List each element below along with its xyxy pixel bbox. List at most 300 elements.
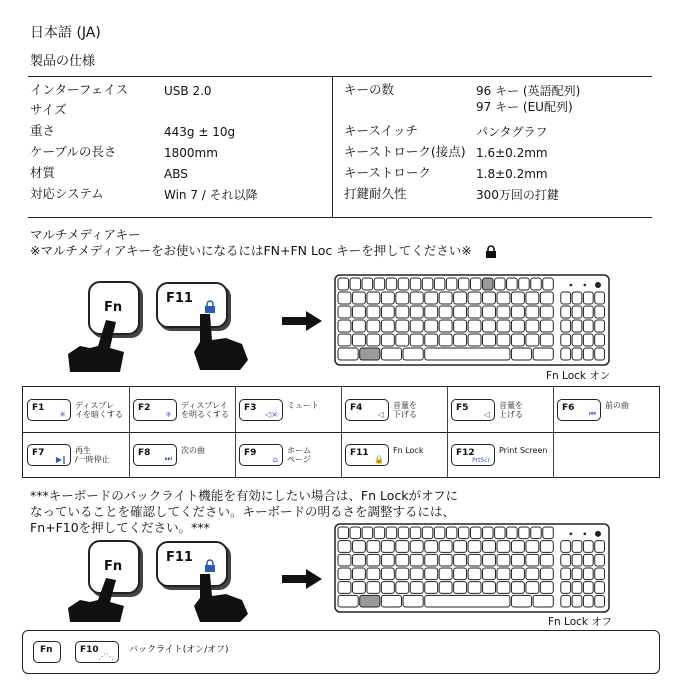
- keyboard-key: [439, 292, 452, 304]
- keyboard-key: [497, 334, 510, 346]
- keyboard-key: [497, 554, 510, 566]
- keyboard-key: [470, 527, 481, 539]
- keyboard-key: [338, 292, 351, 304]
- keyboard-key: [367, 292, 380, 304]
- backlight-note-line2: なっていることを確認してください。キーボードの明るさを調整するには、: [30, 504, 456, 519]
- spec-label-stroke-contact: キーストローク(接点): [344, 144, 466, 159]
- keyboard-key: [352, 306, 365, 318]
- spec-label-interface: インターフェイス: [30, 82, 129, 97]
- keyboard-key: [381, 582, 394, 594]
- keyboard-key: [352, 292, 365, 304]
- keyboard-key: [497, 320, 510, 332]
- arrow-right-icon: [282, 310, 324, 332]
- spec-label-weight: 重さ: [30, 123, 56, 138]
- keyboard-key: [425, 541, 438, 553]
- keyboard-key: [439, 320, 452, 332]
- f11-key-label: F11: [166, 291, 193, 306]
- keyboard-key: [454, 541, 467, 553]
- f10-key-small-label: F10: [80, 645, 99, 655]
- keyboard-numpad-key: [595, 306, 605, 318]
- keyboard-key: [497, 582, 510, 594]
- keyboard-numpad-key: [572, 568, 582, 580]
- spec-value-stroke: 1.8±0.2mm: [476, 167, 548, 181]
- spec-label-switch: キースイッチ: [344, 123, 418, 138]
- keyboard-illustration-fn-lock-off: [334, 523, 610, 613]
- keyboard-key: [511, 582, 524, 594]
- keyboard-key: [446, 278, 457, 290]
- keyboard-key: [396, 582, 409, 594]
- keyboard-key: [483, 541, 496, 553]
- fkey-function-text: 次の曲: [181, 446, 205, 455]
- keyboard-key: [511, 348, 531, 360]
- spec-value-os: Win 7 / それ以降: [164, 188, 258, 202]
- keyboard-key: [381, 348, 401, 360]
- arrow-right-icon: [282, 568, 324, 590]
- brightness-down-icon: ✳: [59, 410, 66, 419]
- keyboard-key: [425, 292, 438, 304]
- keyboard-key: [468, 292, 481, 304]
- keyboard-numpad-key: [583, 348, 593, 360]
- multimedia-title: マルチメディアキー: [30, 227, 141, 242]
- keyboard-key: [540, 568, 553, 580]
- keyboard-key: [439, 554, 452, 566]
- spec-label-os: 対応システム: [30, 186, 104, 201]
- keyboard-key: [439, 334, 452, 346]
- keyboard-key: [425, 554, 438, 566]
- keyboard-numpad-key: [561, 595, 571, 607]
- keyboard-key: [526, 292, 539, 304]
- keyboard-key: [381, 554, 394, 566]
- fkey-f5: [451, 399, 495, 421]
- keyboard-key: [497, 568, 510, 580]
- keyboard-key: [526, 306, 539, 318]
- keyboard-key: [511, 306, 524, 318]
- indicator-led: [584, 533, 587, 536]
- keyboard-key: [352, 568, 365, 580]
- keyboard-key: [362, 278, 373, 290]
- keyboard-key: [386, 278, 397, 290]
- fkey-f12: [451, 444, 495, 466]
- keyboard-numpad-key: [572, 320, 582, 332]
- keyboard-key: [519, 527, 530, 539]
- spec-divider: [332, 76, 333, 217]
- keyboard-numpad-key: [595, 595, 605, 607]
- keyboard-key: [381, 541, 394, 553]
- keyboard-numpad-key: [561, 334, 571, 346]
- spec-bottom-rule: [28, 217, 652, 218]
- keyboard-key: [367, 568, 380, 580]
- keyboard-key: [468, 306, 481, 318]
- keyboard-key: [454, 320, 467, 332]
- keyboard-key: [511, 292, 524, 304]
- keyboard-key: [350, 527, 361, 539]
- fkey-f3: [239, 399, 283, 421]
- keyboard-key: [367, 320, 380, 332]
- keyboard-key: [396, 554, 409, 566]
- keyboard-key: [410, 334, 423, 346]
- keyboard-key: [540, 334, 553, 346]
- fkey-function-text: ミュート: [287, 401, 319, 410]
- keyboard-key: [381, 306, 394, 318]
- keyboard-key: [338, 568, 351, 580]
- keyboard-numpad-key: [572, 554, 582, 566]
- keyboard-key: [540, 582, 553, 594]
- fn-lock-off-status: Fn Lock オフ: [548, 616, 612, 628]
- keyboard-key: [425, 348, 510, 360]
- keyboard-key: [352, 320, 365, 332]
- keyboard-key: [338, 334, 351, 346]
- keyboard-key: [454, 334, 467, 346]
- keyboard-key: [519, 278, 530, 290]
- fkey-f9: [239, 444, 283, 466]
- keyboard-key: [338, 306, 351, 318]
- keyboard-key: [410, 554, 423, 566]
- keyboard-key: [454, 554, 467, 566]
- keyboard-key: [439, 568, 452, 580]
- fkey-label: F6: [562, 403, 575, 413]
- keyboard-key: [511, 595, 531, 607]
- keyboard-key: [526, 541, 539, 553]
- keyboard-numpad-key: [583, 292, 593, 304]
- keyboard-key: [410, 568, 423, 580]
- backlight-note-line1: ***キーボードのバックライト機能を有効にしたい場合は、Fn Lockがオフに: [30, 488, 459, 503]
- keyboard-numpad-key: [561, 292, 571, 304]
- keyboard-key: [410, 320, 423, 332]
- keyboard-key: [360, 348, 380, 360]
- keyboard-key: [511, 541, 524, 553]
- keyboard-key: [422, 278, 433, 290]
- keyboard-key: [367, 306, 380, 318]
- fkey-f8: [133, 444, 177, 466]
- keyboard-key: [381, 334, 394, 346]
- keyboard-key: [495, 527, 506, 539]
- keyboard-key: [439, 306, 452, 318]
- keyboard-key: [398, 527, 409, 539]
- home-icon: ⌂: [272, 455, 278, 464]
- keyboard-key: [398, 278, 409, 290]
- keyboard-key: [338, 554, 351, 566]
- fkey-f11: [345, 444, 389, 466]
- fkey-label: F12: [456, 448, 475, 458]
- fkey-label: F3: [244, 403, 257, 413]
- fn-lock-on-status: Fn Lock オン: [546, 370, 611, 382]
- fkey-label: F9: [244, 448, 257, 458]
- previous-track-icon: ⏮: [588, 409, 596, 418]
- f11-key-label-2: F11: [166, 550, 193, 565]
- fkey-f1: [27, 399, 71, 421]
- keyboard-key: [511, 320, 524, 332]
- keyboard-key: [367, 582, 380, 594]
- spec-label-material: 材質: [30, 165, 56, 180]
- keyboard-key: [483, 320, 496, 332]
- keyboard-key: [526, 554, 539, 566]
- keyboard-numpad-key: [561, 541, 571, 553]
- keyboard-key: [396, 568, 409, 580]
- keyboard-numpad-key: [595, 334, 605, 346]
- keyboard-numpad-key: [572, 541, 582, 553]
- keyboard-key: [540, 554, 553, 566]
- next-track-icon: ⏭: [164, 454, 172, 463]
- keyboard-key: [352, 334, 365, 346]
- language-heading: 日本語 (JA): [30, 25, 101, 41]
- keyboard-key: [374, 527, 385, 539]
- fkey-label: F1: [32, 403, 45, 413]
- fkey-function-text: 再生 /一時停止: [75, 446, 110, 465]
- keyboard-key: [540, 320, 553, 332]
- keyboard-key: [531, 527, 542, 539]
- keyboard-key: [543, 527, 554, 539]
- keyboard-key: [338, 527, 349, 539]
- keyboard-key: [468, 320, 481, 332]
- spec-label-stroke: キーストローク: [344, 165, 431, 180]
- hand-pressing-f11-icon: [186, 572, 256, 624]
- keyboard-key: [495, 278, 506, 290]
- keyboard-numpad-key: [572, 306, 582, 318]
- spec-value-durability: 300万回の打鍵: [476, 188, 559, 202]
- keyboard-key: [468, 334, 481, 346]
- keyboard-numpad-key: [583, 554, 593, 566]
- keyboard-key: [425, 568, 438, 580]
- spec-label-cable: ケーブルの長さ: [30, 144, 117, 159]
- fn-key-label-2: Fn: [104, 559, 123, 574]
- keyboard-key: [410, 292, 423, 304]
- fkey-function-text: 音量を 下げる: [393, 401, 417, 420]
- keyboard-key: [434, 527, 445, 539]
- keyboard-key: [543, 278, 554, 290]
- keyboard-key: [396, 320, 409, 332]
- keyboard-key: [367, 334, 380, 346]
- backlight-icon: ⋰⋱: [98, 652, 114, 661]
- indicator-led: [570, 533, 573, 536]
- keyboard-key: [410, 278, 421, 290]
- keyboard-numpad-key: [572, 348, 582, 360]
- keyboard-key: [374, 278, 385, 290]
- keyboard-key: [425, 582, 438, 594]
- spec-value-switch: パンタグラフ: [476, 125, 548, 139]
- keyboard-numpad-key: [595, 541, 605, 553]
- lock-icon: [484, 245, 498, 259]
- keyboard-key: [533, 348, 553, 360]
- keyboard-key: [360, 595, 380, 607]
- keyboard-key: [422, 527, 433, 539]
- keyboard-key: [352, 541, 365, 553]
- keyboard-key: [454, 568, 467, 580]
- keyboard-key: [540, 292, 553, 304]
- keyboard-key: [396, 334, 409, 346]
- keyboard-key: [470, 278, 481, 290]
- keyboard-key: [386, 527, 397, 539]
- brightness-up-icon: ✳: [165, 410, 172, 419]
- fkey-label: F7: [32, 448, 45, 458]
- keyboard-key: [511, 568, 524, 580]
- fkey-f4: [345, 399, 389, 421]
- keyboard-numpad-key: [561, 568, 571, 580]
- keyboard-key: [507, 527, 518, 539]
- keyboard-key: [403, 595, 423, 607]
- keyboard-numpad-key: [595, 568, 605, 580]
- keyboard-key: [483, 582, 496, 594]
- keyboard-key: [483, 568, 496, 580]
- keyboard-key: [381, 292, 394, 304]
- spec-value-weight: 443g ± 10g: [164, 125, 236, 139]
- keyboard-key: [338, 348, 358, 360]
- fkey-function-text: 前の曲: [605, 401, 629, 410]
- keyboard-numpad-key: [583, 595, 593, 607]
- spec-value-interface: USB 2.0: [164, 84, 212, 98]
- keyboard-key: [454, 582, 467, 594]
- backlight-note-line3: Fn+F10を押してください。***: [30, 520, 210, 535]
- keyboard-key: [338, 320, 351, 332]
- keyboard-key: [396, 541, 409, 553]
- keyboard-numpad-key: [583, 582, 593, 594]
- keyboard-key: [338, 582, 351, 594]
- keyboard-numpad-key: [561, 320, 571, 332]
- spec-label-durability: 打鍵耐久性: [344, 186, 407, 201]
- keyboard-key: [468, 541, 481, 553]
- keyboard-key: [540, 541, 553, 553]
- keyboard-numpad-key: [583, 541, 593, 553]
- volume-down-icon: ◁: [377, 410, 384, 419]
- keyboard-numpad-key: [572, 582, 582, 594]
- keyboard-numpad-key: [561, 554, 571, 566]
- fn-key-small: [33, 641, 61, 663]
- keyboard-numpad-key: [595, 292, 605, 304]
- fkey-label: F2: [138, 403, 151, 413]
- fkey-function-text: Fn Lock: [393, 446, 424, 455]
- spec-value-keys-eu: 97 キー (EU配列): [476, 100, 573, 114]
- keyboard-key: [526, 568, 539, 580]
- keyboard-key: [367, 541, 380, 553]
- indicator-led: [584, 284, 587, 287]
- keyboard-key: [483, 527, 494, 539]
- keyboard-key: [396, 292, 409, 304]
- play-pause-icon: ▶‖: [55, 455, 66, 464]
- keyboard-key: [410, 582, 423, 594]
- fn-key-label: Fn: [104, 300, 123, 315]
- keyboard-key: [531, 278, 542, 290]
- keyboard-key: [511, 554, 524, 566]
- indicator-led: [570, 284, 573, 287]
- fkey-label: F5: [456, 403, 469, 413]
- keyboard-numpad-key: [595, 554, 605, 566]
- keyboard-key: [458, 527, 469, 539]
- keyboard-key: [338, 541, 351, 553]
- spec-value-keys: 96 キー (英語配列): [476, 84, 581, 98]
- keyboard-key: [483, 306, 496, 318]
- keyboard-key: [425, 595, 510, 607]
- keyboard-key: [483, 334, 496, 346]
- keyboard-key: [446, 527, 457, 539]
- backlight-toggle-label: バックライト(オン/オフ): [129, 645, 229, 655]
- keyboard-key: [367, 554, 380, 566]
- keyboard-key: [526, 320, 539, 332]
- keyboard-key: [483, 278, 494, 290]
- lock-icon: 🔒: [374, 455, 384, 464]
- keyboard-key: [468, 568, 481, 580]
- print-screen-icon: PrtScr: [472, 457, 490, 464]
- keyboard-key: [526, 582, 539, 594]
- keyboard-key: [350, 278, 361, 290]
- keyboard-key: [381, 320, 394, 332]
- keyboard-key: [458, 278, 469, 290]
- hand-pressing-f11-icon: [186, 312, 256, 372]
- spec-value-material: ABS: [164, 167, 188, 181]
- keyboard-key: [511, 334, 524, 346]
- keyboard-key: [468, 554, 481, 566]
- hand-pressing-fn-icon: [62, 318, 132, 374]
- keyboard-key: [425, 306, 438, 318]
- keyboard-key: [533, 595, 553, 607]
- keyboard-numpad-key: [572, 595, 582, 607]
- keyboard-numpad-key: [595, 582, 605, 594]
- spec-top-rule: [28, 76, 652, 77]
- keyboard-key: [540, 306, 553, 318]
- fkey-function-text: 音量を 上げる: [499, 401, 523, 420]
- mute-icon: ◁×: [265, 410, 278, 419]
- keyboard-key: [362, 527, 373, 539]
- keyboard-key: [338, 595, 358, 607]
- keyboard-key: [526, 334, 539, 346]
- keyboard-numpad-key: [583, 306, 593, 318]
- keyboard-numpad-key: [583, 568, 593, 580]
- fn-key-small-label: Fn: [40, 645, 53, 655]
- multimedia-note: ※マルチメディアキーをお使いになるにはFN+FN Loc キーを押してください※: [30, 243, 472, 258]
- keyboard-key: [352, 582, 365, 594]
- keyboard-key: [352, 554, 365, 566]
- fkey-label: F11: [350, 448, 369, 458]
- spec-label-keys: キーの数: [344, 82, 395, 97]
- f10-key-small: [75, 641, 119, 663]
- keyboard-numpad-key: [572, 334, 582, 346]
- keyboard-numpad-key: [583, 320, 593, 332]
- keyboard-key: [338, 278, 349, 290]
- keyboard-key: [483, 292, 496, 304]
- keyboard-key: [468, 582, 481, 594]
- keyboard-key: [507, 278, 518, 290]
- keyboard-key: [410, 306, 423, 318]
- keyboard-key: [381, 568, 394, 580]
- keyboard-numpad-key: [583, 334, 593, 346]
- keyboard-key: [381, 595, 401, 607]
- fkey-f2: [133, 399, 177, 421]
- spec-label-size: サイズ: [30, 102, 67, 117]
- spec-value-cable: 1800mm: [164, 146, 218, 160]
- keyboard-key: [483, 554, 496, 566]
- keyboard-key: [410, 527, 421, 539]
- keyboard-numpad-key: [561, 582, 571, 594]
- lock-indicator-icon: [595, 531, 601, 537]
- grid-row-divider: [23, 432, 659, 433]
- lock-icon: [204, 559, 216, 573]
- fkey-label: F4: [350, 403, 363, 413]
- fkey-function-text: ディスプレ イを暗くする: [75, 401, 123, 420]
- volume-up-icon: ◁: [483, 410, 490, 419]
- keyboard-key: [425, 334, 438, 346]
- fkey-function-text: ディスプレイ を明るくする: [181, 401, 229, 420]
- keyboard-numpad-key: [595, 320, 605, 332]
- lock-indicator-icon: [595, 282, 601, 288]
- keyboard-key: [396, 306, 409, 318]
- keyboard-key: [497, 541, 510, 553]
- keyboard-illustration-fn-lock-on: [334, 274, 610, 366]
- keyboard-key: [497, 292, 510, 304]
- fkey-function-text: ホーム ページ: [287, 446, 311, 465]
- fkey-function-text: Print Screen: [499, 446, 548, 455]
- fkey-function-grid: [22, 386, 660, 478]
- keyboard-key: [454, 292, 467, 304]
- keyboard-key: [434, 278, 445, 290]
- keyboard-numpad-key: [561, 348, 571, 360]
